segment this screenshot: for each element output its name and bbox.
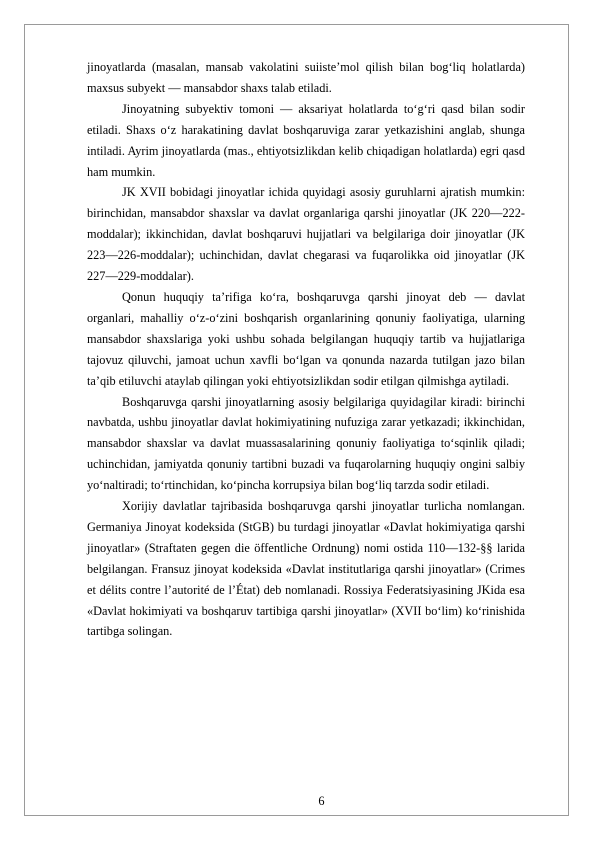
paragraph-foreign-experience: Xorijiy davlatlar tajribasida boshqaruvga qarshi jinoyatlar turlicha nomlangan. Germaniya Jinoyat kodeksida (StGB) bu turdagi jinoyatlar «Davlat hokimiyatiga qarshi jinoyatlar» (Straftaten gegen die öffentliche Ordnung) nomi ostida 110—132-§§ larida belgilangan. Fransuz jinoyat kodeksida «Davlat institutlariga qarshi jinoyatlar» (Crimes et délits contre l’autorité de l’État) deb nomlanadi. Rossiya Federatsiyasining JKida esa «Davlat hokimiyati va boshqaruv tartibiga qarshi jinoyatlar» (XVII bo‘lim) ko‘rinishida tartibga solingan. (87, 499, 525, 639)
body-text (87, 57, 525, 642)
page-number (0, 793, 595, 809)
paragraph-crime-groups: JK XVII bobidagi jinoyatlar ichida quyidagi asosiy guruhlarni ajratish mumkin: birinchidan, mansabdor shaxslar va davlat organlariga qarshi jinoyatlar (JK 220—222-moddalar); ikkinchidan, davlat boshqaruvi hujjatlari va belgilariga doir jinoyatlar (JK 223—226-moddalar); uchinchidan, davlat chegarasi va fuqarolikka oid jinoyatlar (JK 227—229-moddalar). (87, 185, 525, 284)
paragraph-continuation: jinoyatlarda (masalan, mansab vakolatini suiiste’mol qilish bilan bog‘liq holatlarda) maxsus subyekt — mansabdor shaxs talab etiladi. (87, 60, 525, 95)
page-number-text: 6 (318, 794, 325, 808)
paragraph-main-features: Boshqaruvga qarshi jinoyatlarning asosiy belgilariga quyidagilar kiradi: birinchi navbatda, ushbu jinoyatlar davlat hokimiyatining nufuziga zarar yetkazadi; ikkinchidan, mansabdor shaxslar va davlat muassasalarining qonuniy faoliyatiga to‘sqinlik qiladi; uchinchidan, jamiyatda qonuniy tartibni buzadi va fuqarolarning huquqiy ongini salbiy yo‘naltiradi; to‘rtinchidan, ko‘pincha korrupsiya bilan bog‘liq tarzda sodir etiladi. (87, 394, 525, 493)
paragraph-legal-definition: Qonun huquqiy ta’rifiga ko‘ra, boshqaruvga qarshi jinoyat deb — davlat organlari, mahalliy o‘z-o‘zini boshqarish organlarining qonuniy faoliyatiga, ularning mansabdor shaxslariga yoki ushbu sohada belgilangan huquqiy tartib va hujjatlariga tajovuz qiluvchi, jamoat uchun xavfli bo‘lgan va qonunda nazarda tutilgan jazo bilan ta’qib etiluvchi ataylab qilingan yoki ehtiyotsizlikdan sodir etilgan qilmishga aytiladi. (87, 289, 525, 388)
paragraph-subjective-side: Jinoyatning subyektiv tomoni — aksariyat holatlarda to‘g‘ri qasd bilan sodir etiladi. Shaxs o‘z harakatining davlat boshqaruviga zarar yetkazishini anglab, shunga intiladi. Ayrim jinoyatlarda (mas., ehtiyotsizlikdan kelib chiqadigan holatlarda) egri qasd ham mumkin. (87, 101, 525, 179)
